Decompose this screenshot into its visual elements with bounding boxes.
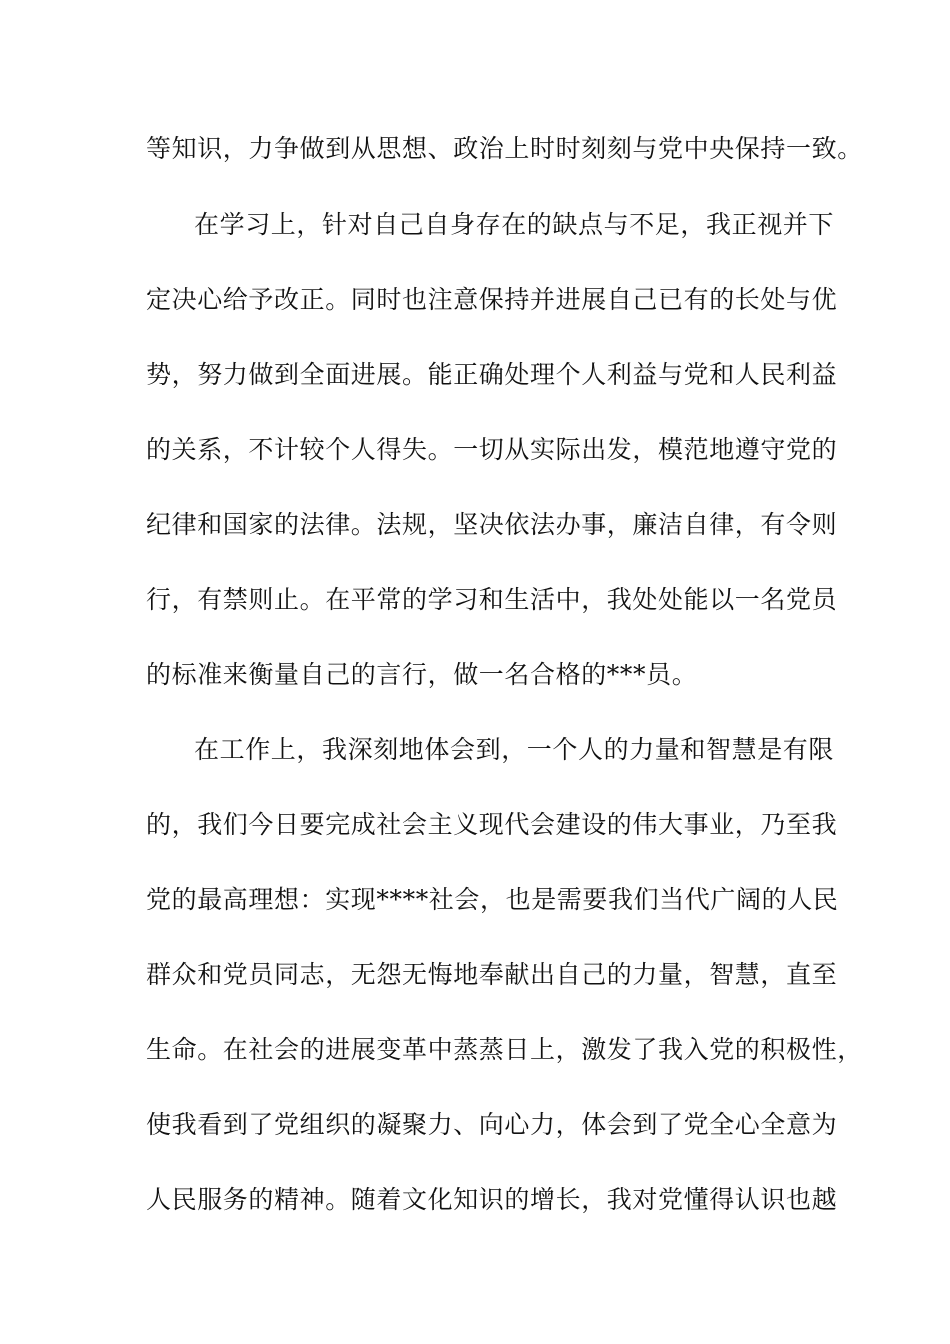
text-line: 人民服务的精神。随着文化知识的增长，我对党懂得认识也越 <box>146 1185 838 1214</box>
text-line: 等知识，力争做到从思想、政治上时时刻刻与党中央保持一致。 <box>146 134 863 163</box>
paragraph-first-line: 在工作上，我深刻地体会到，一个人的力量和智慧是有限 <box>194 735 835 764</box>
text-line: 纪律和国家的法律。法规，坚决依法办事，廉洁自律，有令则 <box>146 510 838 539</box>
text-line: 的标准来衡量自己的言行，做一名合格的***员。 <box>146 660 698 689</box>
text-line: 势，努力做到全面进展。能正确处理个人利益与党和人民利益 <box>146 360 838 389</box>
text-line: 行，有禁则止。在平常的学习和生活中，我处处能以一名党员 <box>146 585 838 614</box>
text-line: 群众和党员同志，无怨无悔地奉献出自己的力量，智慧，直至 <box>146 960 838 989</box>
text-line: 的关系，不计较个人得失。一切从实际出发，模范地遵守党的 <box>146 435 838 464</box>
paragraph-first-line: 在学习上，针对自己自身存在的缺点与不足，我正视并下 <box>194 210 835 239</box>
text-line: 党的最高理想：实现****社会，也是需要我们当代广阔的人民 <box>146 885 839 914</box>
text-line: 定决心给予改正。同时也注意保持并进展自己已有的长处与优 <box>146 285 838 314</box>
text-line: 使我看到了党组织的凝聚力、向心力，体会到了党全心全意为 <box>146 1110 838 1139</box>
text-line: 生命。在社会的进展变革中蒸蒸日上，激发了我入党的积极性， <box>146 1035 863 1064</box>
text-line: 的，我们今日要完成社会主义现代会建设的伟大事业，乃至我 <box>146 810 838 839</box>
